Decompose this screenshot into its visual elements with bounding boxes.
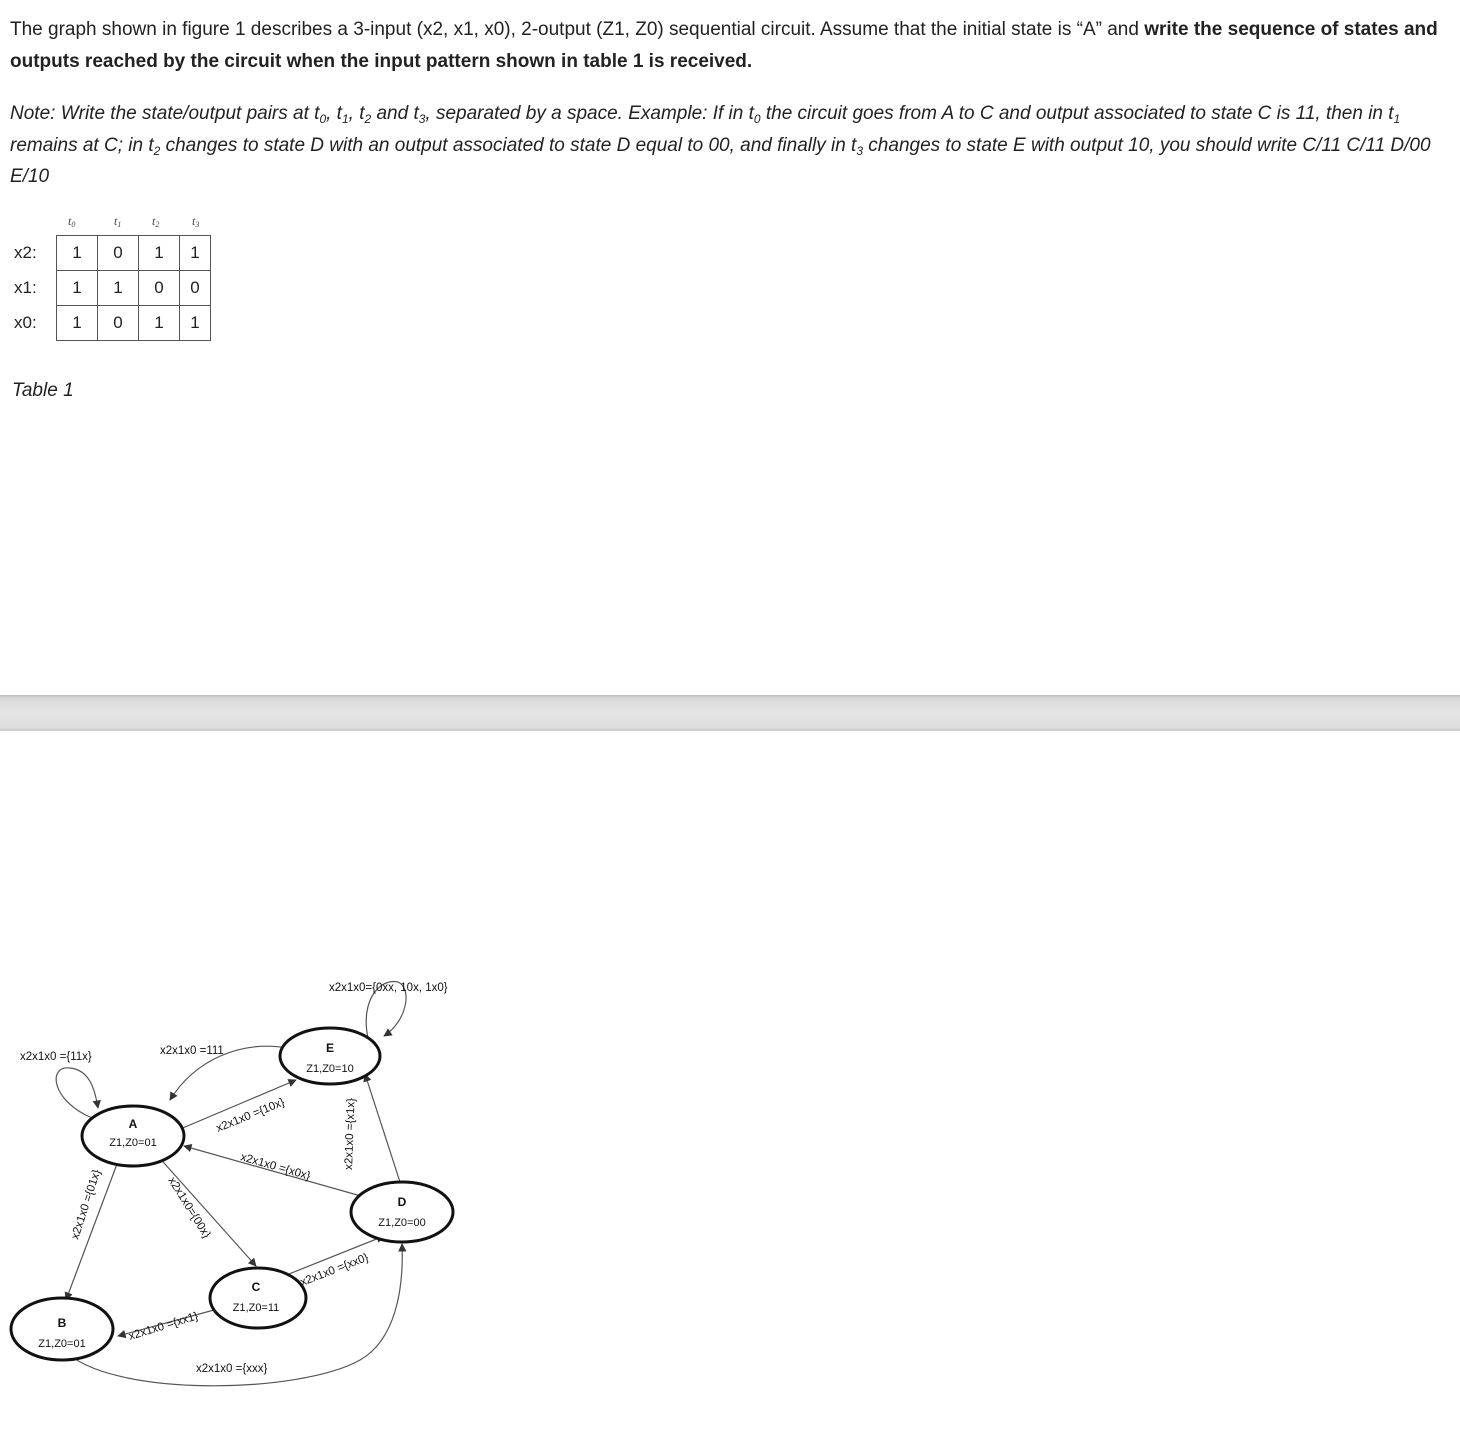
- state-b-output: Z1,Z0=01: [38, 1338, 86, 1350]
- table-row: [10, 236, 211, 271]
- state-c: [210, 1268, 306, 1328]
- time-labels: [54, 214, 214, 234]
- note-sub: 2: [364, 112, 372, 126]
- question-emphasis: write the sequence of states and outputs reached by the circuit when the input pattern shown in table 1 is received.: [10, 19, 1438, 72]
- table-cell: 1: [57, 236, 98, 271]
- label-e-self: x2x1x0={0xx, 10x, 1x0}: [329, 982, 448, 994]
- edge-d-to-e: [365, 1074, 400, 1182]
- state-c-name: C: [251, 1280, 261, 1294]
- table-cell: 1: [98, 271, 139, 306]
- note-part: Note: Write the state/output pairs at t: [10, 103, 320, 124]
- label-e-to-a: x2x1x0 =111: [160, 1045, 224, 1057]
- row-label: x1:: [14, 278, 37, 297]
- label-a-to-e: x2x1x0 ={10x}: [214, 1096, 287, 1135]
- table-cell: 1: [57, 271, 98, 306]
- table-cell: 1: [57, 306, 98, 341]
- note-sub: 1: [341, 112, 349, 126]
- label-a-self: x2x1x0 ={11x}: [20, 1051, 92, 1063]
- note-part: , t: [348, 103, 365, 124]
- note-part: changes to state D with an output associated to state D equal to 00, and finally in t: [160, 134, 857, 156]
- note-text: [10, 98, 1450, 193]
- table-cell: 1: [139, 306, 180, 341]
- table-cell: 0: [180, 271, 211, 306]
- table-cell: 0: [98, 306, 139, 341]
- section-divider: [0, 695, 1460, 731]
- state-a-name: A: [128, 1117, 138, 1131]
- input-pattern-table: [10, 235, 211, 341]
- row-label: x2:: [14, 243, 37, 262]
- state-e-output: Z1,Z0=10: [306, 1063, 354, 1075]
- state-d: [351, 1182, 453, 1242]
- edge-a-to-c: [156, 1154, 256, 1266]
- note-sub: 0: [319, 112, 327, 126]
- note-sub: 1: [1393, 112, 1401, 126]
- question-intro: The graph shown in figure 1 describes a 3-input (x2, x1, x0), 2-output (Z1, Z0) sequential circuit. Assume that the initial state is “A” and: [10, 19, 1145, 40]
- state-e-name: E: [325, 1041, 335, 1055]
- table-cell: 0: [139, 271, 180, 306]
- table-cell: 1: [139, 236, 180, 271]
- note-part: changes to state E with output 10, you should write C/11 C/11 D/00 E/10: [10, 134, 1431, 187]
- note-part: remains at C; in t: [10, 134, 154, 156]
- note-part: the circuit goes from A to C and output associated to state C is 11, then in t: [760, 103, 1394, 124]
- state-d-name: D: [397, 1195, 407, 1209]
- time-label-sub: 3: [195, 220, 200, 229]
- table-row: [10, 271, 211, 306]
- edge-a-self: [56, 1068, 98, 1118]
- state-e: [280, 1028, 380, 1084]
- label-c-to-d: x2x1x0 ={xx0}: [298, 1251, 371, 1289]
- label-a-to-c: x2x1x0={00x}: [165, 1175, 213, 1241]
- note-part: , separated by a space. Example: If in t: [425, 103, 754, 124]
- time-label-t1: $t_1$: [114, 214, 122, 229]
- note-part: and t: [371, 103, 419, 124]
- time-label-t2: $t_2$: [152, 214, 160, 229]
- label-b-to-d: x2x1x0 ={xxx}: [196, 1363, 268, 1375]
- table-cell: 1: [180, 306, 211, 341]
- time-label-sub: 1: [117, 220, 122, 229]
- state-a-output: Z1,Z0=01: [109, 1137, 157, 1149]
- label-d-to-e: x2x1x0 ={x1x}: [343, 1097, 358, 1171]
- time-label-sub: 0: [71, 220, 76, 229]
- note-sub: 2: [153, 143, 161, 158]
- table-row: [10, 306, 211, 341]
- state-diagram: [0, 960, 520, 1410]
- note-part: , t: [326, 103, 342, 124]
- row-label: x0:: [14, 313, 37, 332]
- table-cell: 1: [180, 236, 211, 271]
- state-c-output: Z1,Z0=11: [232, 1302, 280, 1314]
- label-c-to-b: x2x1x0 ={xx1}: [127, 1310, 200, 1343]
- table-cell: 0: [98, 236, 139, 271]
- state-b-name: B: [57, 1316, 67, 1330]
- note-sub: 3: [856, 143, 864, 158]
- time-label-sub: 2: [155, 220, 160, 229]
- table-caption: Table 1: [12, 380, 74, 401]
- label-a-to-b: x2x1x0 ={01x}: [69, 1168, 104, 1241]
- time-label-t3: $t_3$: [192, 214, 200, 229]
- state-a: [82, 1106, 184, 1166]
- time-label-t0: $t_0$: [68, 214, 76, 229]
- state-d-output: Z1,Z0=00: [378, 1217, 426, 1229]
- question-text: [10, 14, 1450, 77]
- note-sub: 0: [753, 112, 761, 126]
- label-d-to-a: x2x1x0 ={x0x}: [239, 1151, 312, 1183]
- note-sub: 3: [418, 112, 426, 126]
